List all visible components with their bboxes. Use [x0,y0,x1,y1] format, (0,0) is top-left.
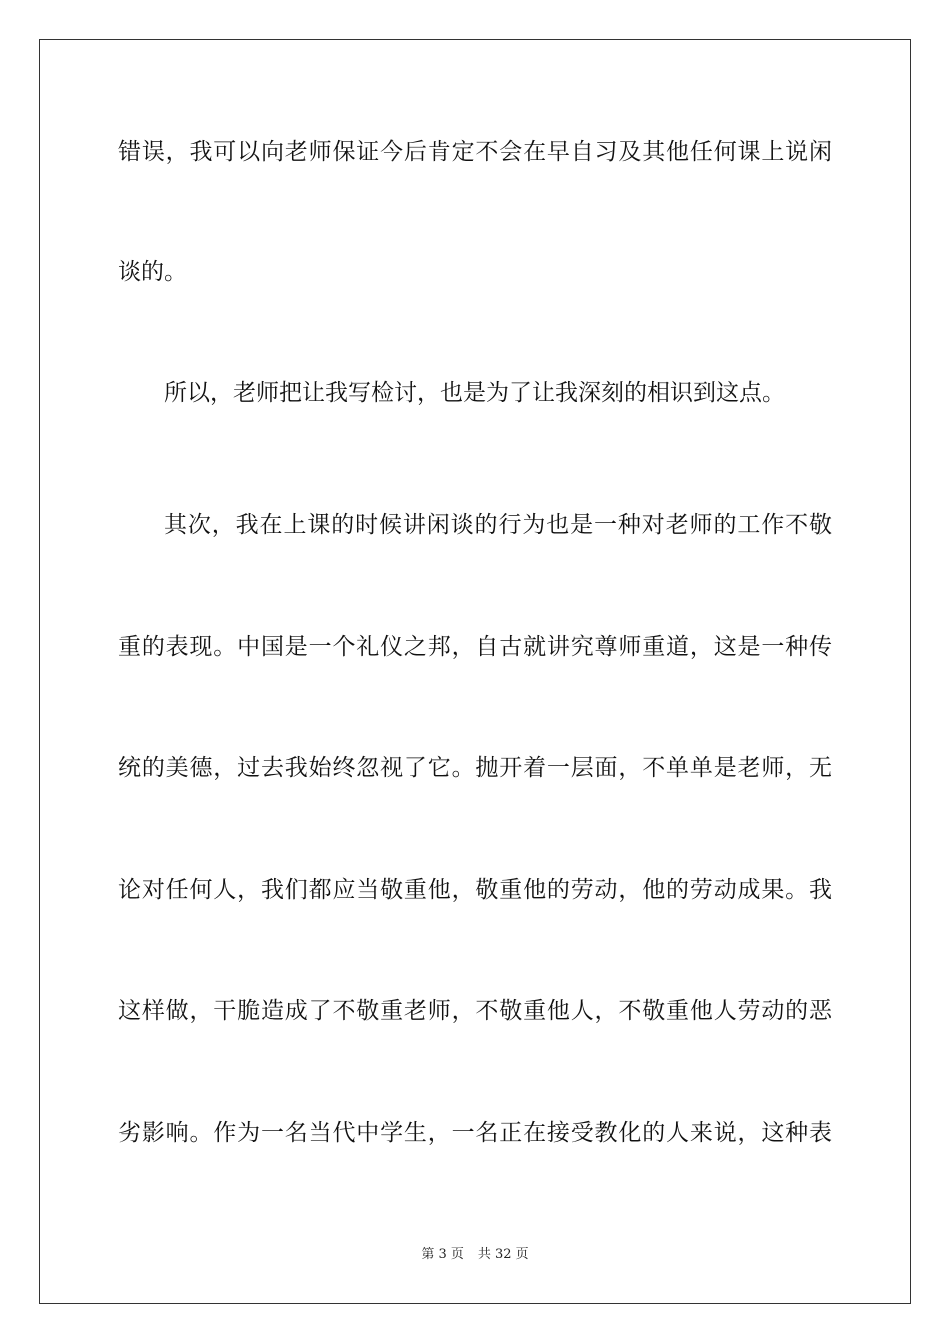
text-line-6: 统的美德，过去我始终忽视了它。抛开着一层面，不单单是老师，无 [118,755,832,781]
paragraph-line-3: 所以，老师把让我写检讨，也是为了让我深刻的相识到这点。 [164,380,785,406]
text-line-8: 这样做，干脆造成了不敬重老师，不敬重他人，不敬重他人劳动的恶 [118,998,832,1024]
text-line-7: 论对任何人，我们都应当敬重他，敬重他的劳动，他的劳动成果。我 [118,877,832,903]
text-line-5: 重的表现。中国是一个礼仪之邦，自古就讲究尊师重道，这是一种传 [118,634,832,660]
text-line-1: 错误，我可以向老师保证今后肯定不会在早自习及其他任何课上说闲 [118,139,832,165]
page-total: 共 32 页 [477,1247,529,1262]
text-line-2: 谈的。 [118,259,187,285]
page-footer [0,1246,950,1264]
page-border [39,39,911,1304]
page-number: 第 3 页 [421,1247,464,1262]
paragraph-line-4: 其次，我在上课的时候讲闲谈的行为也是一种对老师的工作不敬 [164,512,832,538]
text-line-9: 劣影响。作为一名当代中学生，一名正在接受教化的人来说，这种表 [118,1120,832,1146]
